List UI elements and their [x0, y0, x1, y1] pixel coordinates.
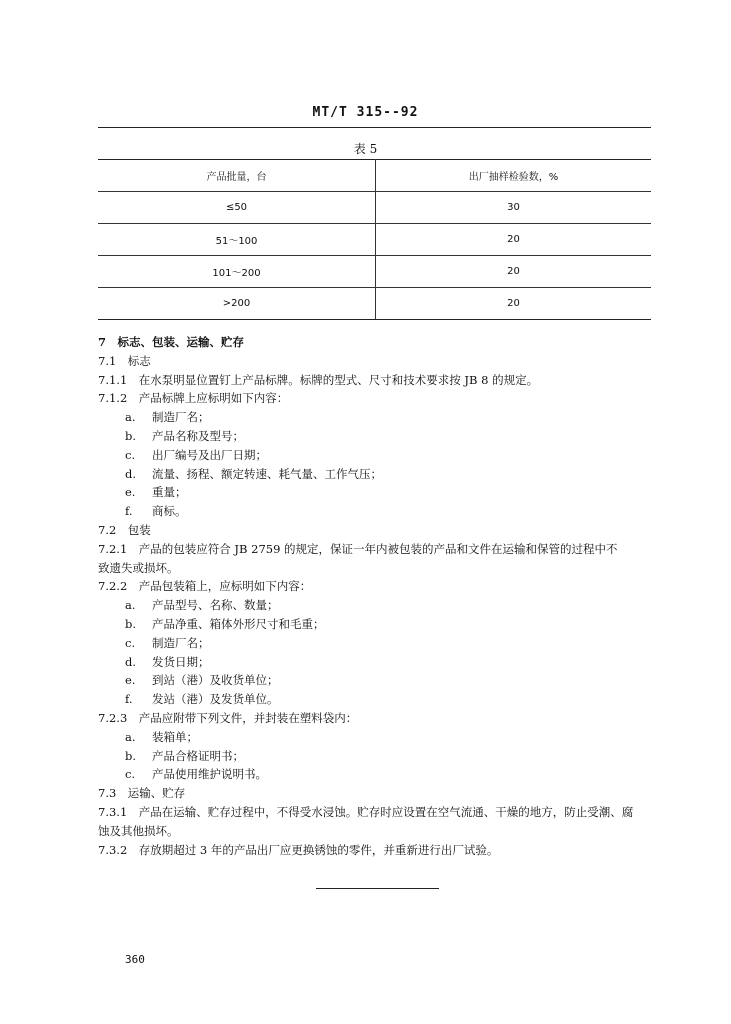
list-text: 到站（港）及收货单位；: [152, 673, 279, 688]
paragraph-7-2-1-continued: 致遗失或损坏。: [98, 560, 179, 575]
list-item: [98, 465, 654, 484]
list-item: [98, 615, 654, 634]
list-item: [98, 596, 654, 615]
list-text: 发货日期；: [152, 654, 210, 669]
paragraph-7-2-1: 7.2.1 产品的包装应符合 JB 2759 的规定，保证一年内被包装的产品和文件在运输和保管的过程中不: [98, 541, 618, 556]
list-letter: a.: [125, 729, 136, 744]
list-letter: c.: [125, 767, 136, 782]
list-letter: e.: [125, 673, 136, 688]
list-item: [98, 765, 654, 784]
list-text: 重量；: [152, 485, 187, 500]
list-letter: a.: [125, 598, 136, 613]
list-item: [98, 427, 654, 446]
list-letter: f.: [125, 504, 133, 519]
list-letter: b.: [125, 616, 137, 631]
table-row: [98, 192, 651, 224]
section-7-body: [98, 333, 654, 859]
subsection-heading: 7.1 标志: [98, 353, 151, 368]
header-rule: [98, 127, 651, 128]
subsection-heading: 7.2 包装: [98, 522, 151, 537]
cell-batch: 51～100: [98, 224, 376, 256]
list-item: [98, 502, 654, 521]
section-title: 7 标志、包装、运输、贮存: [98, 335, 245, 349]
list-text: 产品名称及型号；: [152, 428, 244, 443]
cell-batch: ≤50: [98, 192, 376, 224]
table-header-row: [98, 160, 651, 192]
list-letter: b.: [125, 748, 137, 763]
standard-code: MT/T 315--92: [312, 105, 419, 120]
paragraph-7-1-2: 7.1.2 产品标牌上应标明如下内容：: [98, 391, 289, 406]
list-text: 产品使用维护说明书。: [152, 767, 267, 782]
column-header-batch: 产品批量，台: [98, 160, 376, 192]
list-text: 出厂编号及出厂日期；: [152, 447, 267, 462]
table-row: [98, 288, 651, 320]
cell-rate: 20: [376, 256, 652, 288]
list-item: [98, 408, 654, 427]
list-text: 制造厂名；: [152, 410, 210, 425]
list-text: 产品合格证明书；: [152, 748, 244, 763]
paragraph-7-3-1-continued: 蚀及其他损坏。: [98, 823, 179, 838]
list-letter: b.: [125, 428, 137, 443]
list-letter: f.: [125, 692, 133, 707]
list-letter: e.: [125, 485, 136, 500]
page-number: 360: [125, 953, 145, 966]
list-item: [98, 690, 654, 709]
cell-rate: 20: [376, 288, 652, 320]
paragraph-7-2-2: 7.2.2 产品包装箱上，应标明如下内容：: [98, 579, 312, 594]
list-text: 装箱单；: [152, 729, 198, 744]
table-row: [98, 256, 651, 288]
list-item: [98, 653, 654, 672]
table-row: [98, 224, 651, 256]
list-text: 产品净重、箱体外形尺寸和毛重；: [152, 616, 325, 631]
paragraph-7-2-3: 7.2.3 产品应附带下列文件，并封装在塑料袋内：: [98, 710, 358, 725]
list-text: 发站（港）及发货单位。: [152, 692, 279, 707]
paragraph-7-3-1: 7.3.1 产品在运输、贮存过程中，不得受水浸蚀。贮存时应设置在空气流通、干燥的地方，防止受潮、腐: [98, 804, 634, 819]
list-text: 制造厂名；: [152, 635, 210, 650]
list-item: [98, 747, 654, 766]
list-letter: d.: [125, 466, 137, 481]
table-caption: 表 5: [353, 142, 378, 156]
list-text: 流量、扬程、额定转速、耗气量、工作气压；: [152, 466, 382, 481]
list-item: [98, 483, 654, 502]
list-letter: a.: [125, 410, 136, 425]
list-text: 产品型号、名称、数量；: [152, 598, 279, 613]
column-header-sample-rate: 出厂抽样检验数，%: [376, 160, 652, 192]
list-letter: c.: [125, 635, 136, 650]
list-item: [98, 671, 654, 690]
subsection-heading: 7.3 运输、贮存: [98, 786, 186, 801]
table-5: [98, 159, 651, 320]
list-item: [98, 446, 654, 465]
cell-batch: 101～200: [98, 256, 376, 288]
paragraph-7-3-2: 7.3.2 存放期超过 3 年的产品出厂应更换锈蚀的零件，并重新进行出厂试验。: [98, 842, 499, 857]
list-letter: d.: [125, 654, 137, 669]
cell-batch: >200: [98, 288, 376, 320]
list-text: 商标。: [152, 504, 187, 519]
list-item: [98, 728, 654, 747]
end-rule: [316, 888, 439, 889]
cell-rate: 20: [376, 224, 652, 256]
paragraph-7-1-1: 7.1.1 在水泵明显位置钉上产品标牌。标牌的型式、尺寸和技术要求按 JB 8 的规定。: [98, 372, 539, 387]
cell-rate: 30: [376, 192, 652, 224]
list-letter: c.: [125, 447, 136, 462]
list-item: [98, 634, 654, 653]
